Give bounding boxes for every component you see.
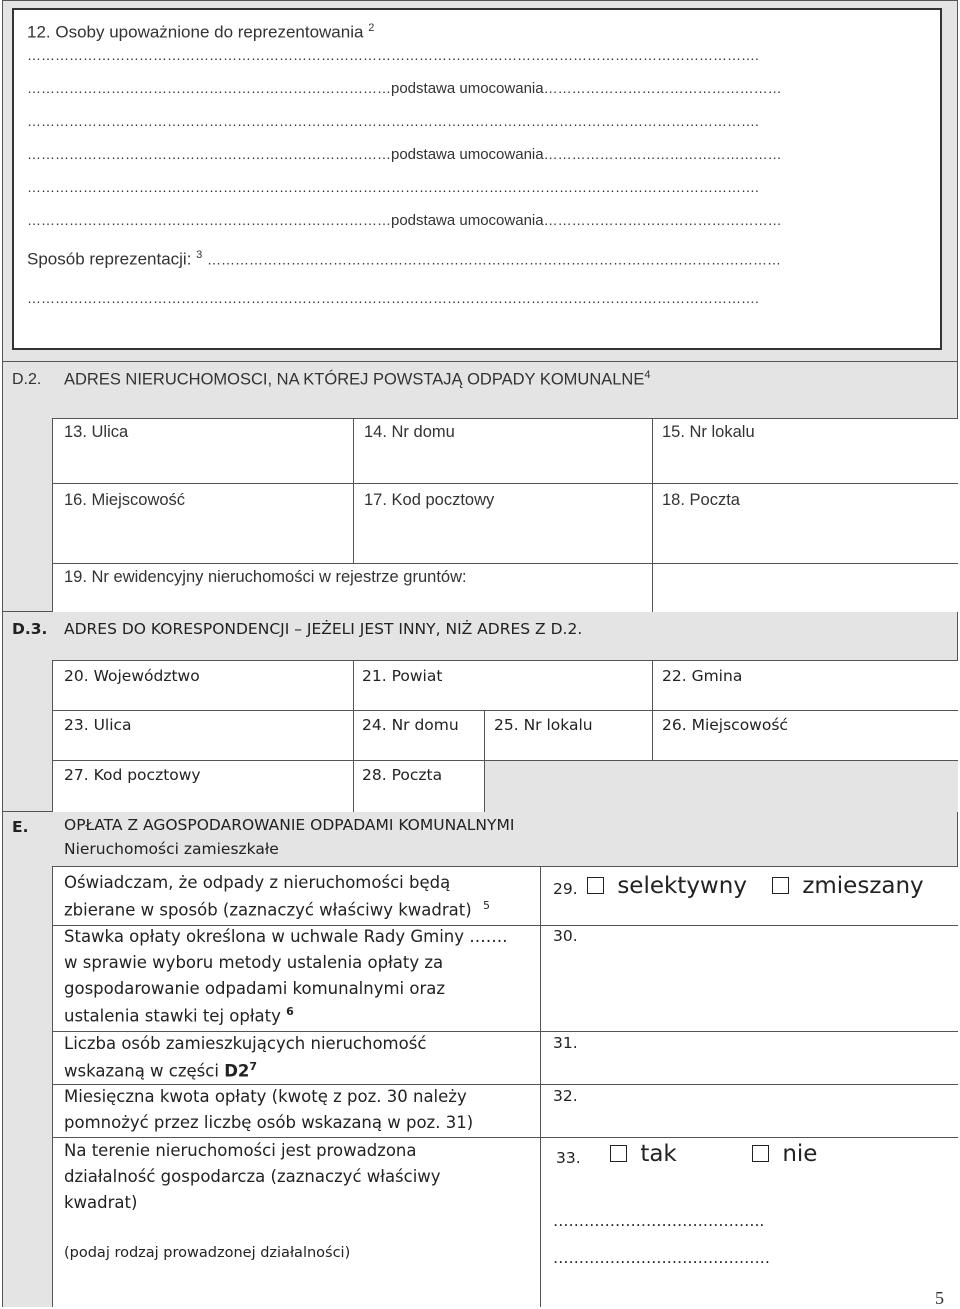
field-22-commune[interactable]: 22. Gmina [662, 667, 743, 685]
rep-dots-line: …………………………………………………………………………………………………………………………………………. [27, 179, 759, 195]
business-activity-dots-1[interactable]: ………………………………….. [553, 1212, 765, 1230]
row-30-label-line1: Stawka opłaty określona w uchwale Rady Gminy ……. [64, 927, 508, 946]
row-31-number[interactable]: 31. [553, 1034, 578, 1052]
rep-dots-line: …………………………………………………………………………………………………………………………………………. [27, 47, 759, 63]
field-20-voivodeship[interactable]: 20. Województwo [64, 667, 200, 685]
representatives-title: 12. Osoby upoważnione do reprezentowania $^2$ [27, 22, 375, 42]
field-18-post-office[interactable]: 18. Poczta [662, 491, 740, 509]
field-21-county[interactable]: 21. Powiat [362, 667, 443, 685]
d2-code: D.2. [12, 371, 42, 388]
field-16-city[interactable]: 16. Miejscowość [64, 491, 186, 509]
e-subtitle: Nieruchomości zamieszkałe [64, 840, 279, 858]
mixed-checkbox[interactable] [772, 877, 789, 894]
row-30-number[interactable]: 30. [553, 927, 578, 945]
no-option[interactable]: nie [752, 1141, 817, 1167]
field-28-post-office[interactable]: 28. Poczta [362, 766, 443, 784]
field-24-house-number[interactable]: 24. Nr domu [362, 716, 459, 734]
row-33-label-line3: kwadrat) [64, 1193, 138, 1212]
row-30-label-line3: gospodarowanie odpadami komunalnymi oraz [64, 979, 446, 998]
row-33-label-line2: działalność gospodarcza (zaznaczyć właściwy [64, 1167, 441, 1186]
e-title: OPŁATA Z AGOSPODAROWANIE ODPADAMI KOMUNALNYMI [64, 816, 515, 834]
rep-dots-line: …………………………………………………………………………………………………………………………………………. [27, 290, 759, 306]
d3-code: D.3. [12, 620, 48, 638]
row-31-label-line1: Liczba osób zamieszkujących nieruchomość [64, 1034, 427, 1053]
rep-basis-line: ……………………………………………………………………podstawa umocowania…………………………………………… [27, 146, 782, 163]
field-25-apartment-number[interactable]: 25. Nr lokalu [494, 716, 593, 734]
field-17-postal-code[interactable]: 17. Kod pocztowy [364, 491, 495, 509]
yes-option[interactable]: tak [610, 1141, 677, 1167]
row-32-label-line1: Miesięczna kwota opłaty (kwotę z poz. 30 należy [64, 1087, 467, 1106]
row-31-label-line2: wskazaną w części $D2^7$ [64, 1060, 258, 1081]
representation-method: Sposób reprezentacji: $^3$ …………………………………………………………………………………………………………… [27, 249, 782, 269]
field-14-house-number[interactable]: 14. Nr domu [364, 423, 455, 441]
row-29-label-line1: Oświadczam, że odpady z nieruchomości będą [64, 873, 451, 892]
row-33-label-line1: Na terenie nieruchomości jest prowadzona [64, 1141, 417, 1160]
selective-option[interactable]: selektywny [587, 873, 747, 899]
field-26-city[interactable]: 26. Miejscowość [662, 716, 788, 734]
rep-basis-line: ……………………………………………………………………podstawa umocowania…………………………………………… [27, 212, 782, 229]
d3-title: ADRES DO KORESPONDENCJI – JEŻELI JEST INNY, NIŻ ADRES Z D.2. [64, 620, 583, 638]
d3-empty-cell [484, 761, 958, 812]
e-code: E. [12, 818, 29, 836]
field-27-postal-code[interactable]: 27. Kod pocztowy [64, 766, 201, 784]
business-activity-dots-2[interactable]: …………………………………… [553, 1249, 770, 1267]
field-23-street[interactable]: 23. Ulica [64, 716, 132, 734]
field-19-land-registry-number[interactable]: 19. Nr ewidencyjny nieruchomości w rejestrze gruntów: [64, 568, 467, 586]
field-15-apartment-number[interactable]: 15. Nr lokalu [662, 423, 755, 441]
row-30-label-line4: ustalenia stawki tej opłaty $^6$ [64, 1005, 294, 1026]
row-29-number: 29. [553, 880, 578, 898]
field-13-street[interactable]: 13. Ulica [64, 423, 129, 441]
rep-dots-line: …………………………………………………………………………………………………………………………………………. [27, 113, 759, 129]
rep-basis-line: ……………………………………………………………………podstawa umocowania…………………………………………… [27, 80, 782, 97]
selective-checkbox[interactable] [587, 877, 604, 894]
no-checkbox[interactable] [752, 1145, 769, 1162]
mixed-option[interactable]: zmieszany [772, 873, 924, 899]
business-activity-note: (podaj rodzaj prowadzonej działalności) [64, 1245, 351, 1261]
d2-title: ADRES NIERUCHOMOSCI, NA KTÓREJ POWSTAJĄ ODPADY KOMUNALNE$^4$ [64, 369, 651, 389]
row-30-label-line2: w sprawie wyboru metody ustalenia opłaty za [64, 953, 444, 972]
page-number: 5 [935, 1288, 944, 1308]
row-32-number[interactable]: 32. [553, 1087, 578, 1105]
row-29-label-line2: zbierane w sposób (zaznaczyć właściwy kwadrat) $^5$ [64, 899, 490, 920]
row-32-label-line2: pomnożyć przez liczbę osób wskazaną w poz. 31) [64, 1113, 474, 1132]
yes-checkbox[interactable] [610, 1145, 627, 1162]
row-33-number: 33. [556, 1149, 581, 1167]
